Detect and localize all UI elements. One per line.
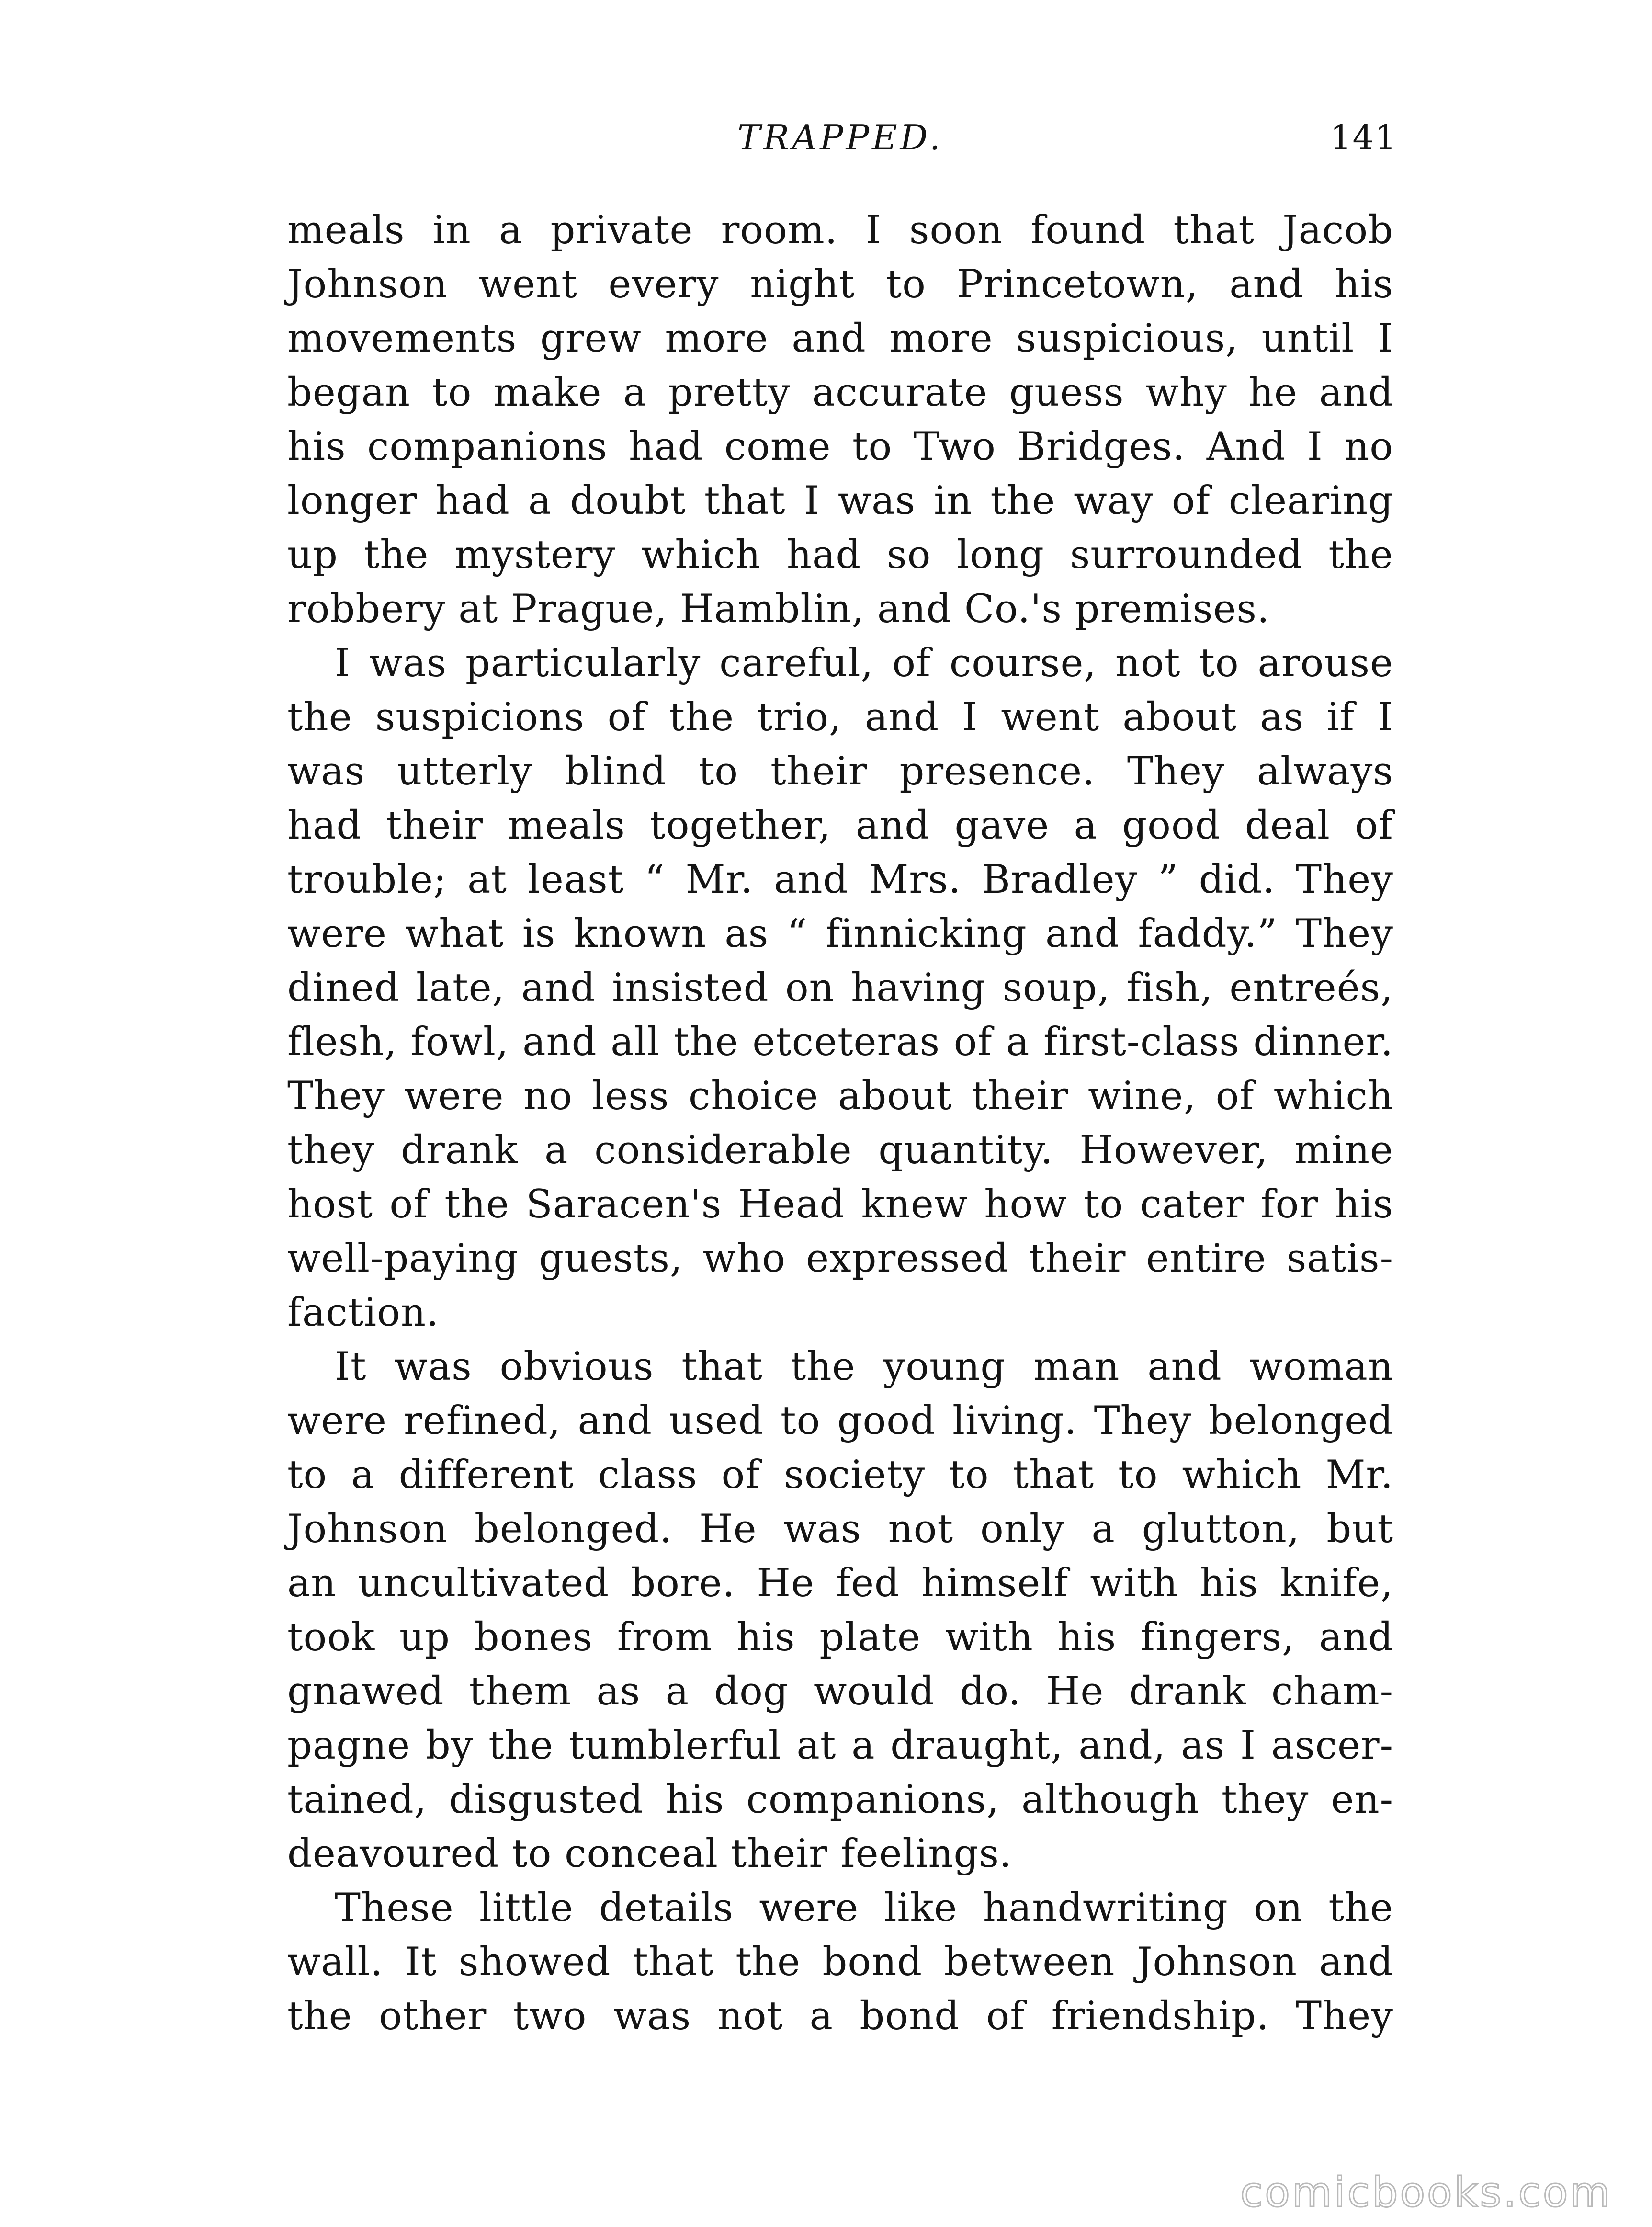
text-line: trouble; at least “ Mr. and Mrs. Bradley ” did. They (287, 857, 1393, 902)
text-line: It was obvious that the young man and woman (335, 1344, 1393, 1389)
text-line: I was particularly careful, of course, not to arouse (335, 641, 1393, 686)
running-title: TRAPPED. (737, 117, 943, 158)
running-head (0, 111, 1652, 164)
text-line: They were no less choice about their wine, of which (287, 1074, 1393, 1119)
text-line: These little details were like handwriting on the (335, 1886, 1393, 1931)
text-line: host of the Saracen's Head knew how to cater for his (287, 1182, 1393, 1227)
text-line: his companions had come to Two Bridges. And I no (287, 424, 1393, 469)
text-line: deavoured to conceal their feelings. (287, 1831, 1012, 1876)
text-line: had their meals together, and gave a good deal of (287, 803, 1393, 848)
text-line: up the mystery which had so long surrounded the (287, 533, 1393, 578)
text-line: flesh, fowl, and all the etceteras of a first-class dinner. (287, 1020, 1393, 1065)
text-line: an uncultivated bore. He fed himself with his knife, (287, 1561, 1393, 1606)
text-line: the suspicions of the trio, and I went about as if I (287, 695, 1393, 740)
text-line: they drank a considerable quantity. However, mine (287, 1128, 1393, 1173)
body-text (287, 204, 1393, 2044)
text-line: Johnson went every night to Princetown, and his (287, 262, 1393, 307)
text-line: gnawed them as a dog would do. He drank cham- (287, 1669, 1393, 1714)
page-number: 141 (1330, 118, 1397, 157)
text-line: pagne by the tumblerful at a draught, and, as I ascer- (287, 1723, 1393, 1768)
text-line: well-paying guests, who expressed their entire satis- (287, 1236, 1393, 1281)
text-line: longer had a doubt that I was in the way of clearing (287, 478, 1393, 523)
text-line: wall. It showed that the bond between Johnson and (287, 1940, 1393, 1985)
text-line: tained, disgusted his companions, although they en- (287, 1777, 1393, 1822)
text-line: movements grew more and more suspicious, until I (287, 316, 1393, 361)
text-line: faction. (287, 1290, 439, 1335)
text-line: dined late, and insisted on having soup, fish, entreés, (287, 966, 1393, 1011)
text-line: were what is known as “ finnicking and faddy.” They (287, 911, 1393, 956)
text-line: meals in a private room. I soon found that Jacob (287, 208, 1393, 253)
text-line: the other two was not a bond of friendship. They (287, 1994, 1393, 2039)
text-line: robbery at Prague, Hamblin, and Co.'s premises. (287, 587, 1270, 632)
text-line: Johnson belonged. He was not only a glutton, but (287, 1507, 1393, 1552)
text-line: began to make a pretty accurate guess why he and (287, 370, 1393, 415)
watermark-text: comicbooks.com (1240, 2169, 1612, 2216)
text-line: to a different class of society to that to which Mr. (287, 1453, 1393, 1498)
text-line: was utterly blind to their presence. They always (287, 749, 1393, 794)
text-line: took up bones from his plate with his fingers, and (287, 1615, 1393, 1660)
text-line: were refined, and used to good living. They belonged (287, 1398, 1393, 1443)
